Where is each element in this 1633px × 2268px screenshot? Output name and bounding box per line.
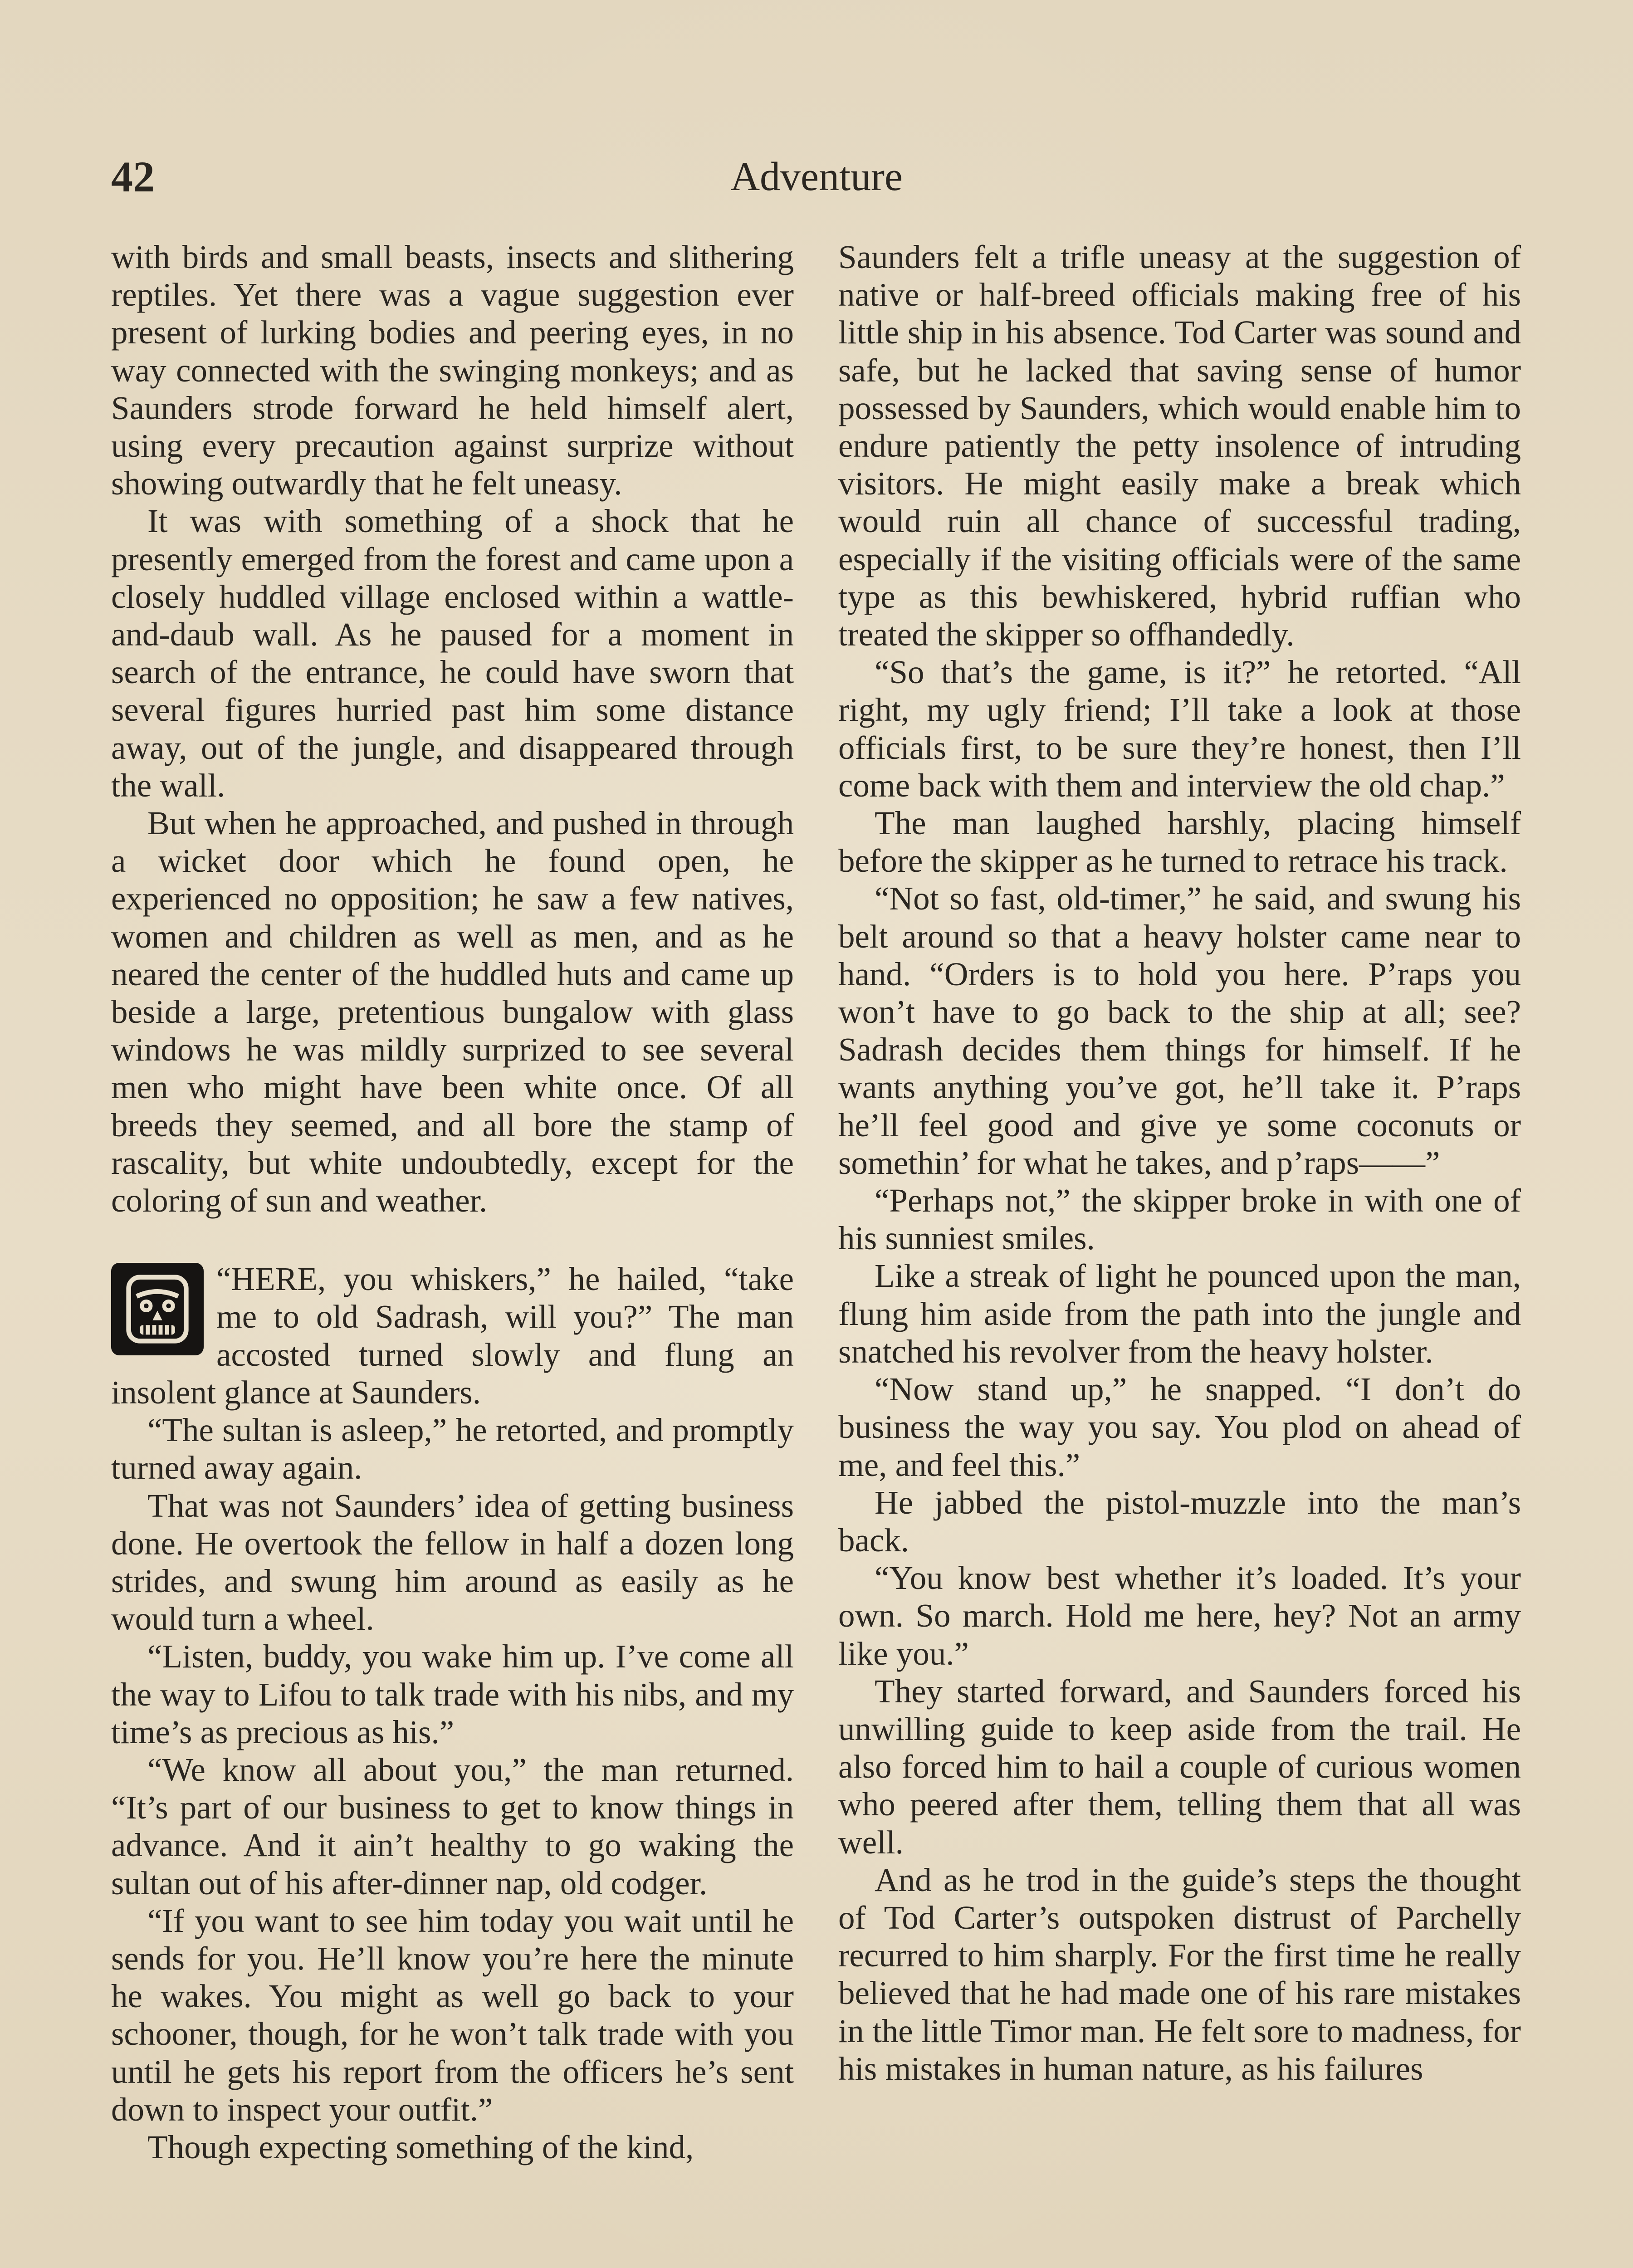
section-break-block [111,1260,794,2166]
paragraph: “So that’s the game, is it?” he retorted. “All right, my ugly friend; I’ll take a look at those officials first, to be sure they’re honest, then I’ll come back with them and interview the old chap.” [838,654,1521,804]
paragraph: He jabbed the pistol-muzzle into the man’s back. [838,1484,1521,1559]
paragraph: And as he trod in the guide’s steps the thought of Tod Carter’s outspoken distrust of Parchelly recurred to him sharply. For the first time he really believed that he had made one of his rare mistakes in the little Timor man. He felt sore to madness, for his mistakes in human nature, as his failures [838,1861,1521,2087]
paragraph: “You know best whether it’s loaded. It’s your own. So march. Hold me here, hey? Not an army like you.” [838,1559,1521,1672]
paragraph: “Perhaps not,” the skipper broke in with one of his sunniest smiles. [838,1182,1521,1257]
paragraph: Though expecting something of the kind, [147,2128,694,2165]
paragraph: Saunders felt a trifle uneasy at the suggestion of native or half-breed officials making free of his little ship in his absence. Tod Carter was sound and safe, but he lacked that saving sense of humor possessed by Saunders, which would enable him to endure patiently the petty insolence of intruding visitors. He might easily make a break which would ruin all chance of successful trading, especially if the visiting officials were of the same type as this bewhiskered, hybrid ruffian who treated the skipper so offhandedly. [838,239,1521,653]
paragraph: But when he approached, and pushed in through a wicket door which he found open, he experienced no opposition; he saw a few natives, women and children as well as men, and as he neared the center of the huddled huts and came up beside a large, pretentious bungalow with glass windows he was mildly surprized to see several men who might have been white once. Of all breeds they seemed, and all bore the stamp of rascality, but white undoubtedly, except for the coloring of sun and weather. [111,805,794,1219]
paragraph: “If you want to see him today you wait until he sends for you. He’ll know you’re here the minute he wakes. You might as well go back to your schooner, though, for he won’t talk trade with you until he gets his report from the officers he’s sent down to inspect your outfit.” [111,1902,794,2128]
paragraph: Like a streak of light he pounced upon the man, flung him aside from the path into the jungle and snatched his revolver from the heavy holster. [838,1257,1521,1370]
right-column [838,238,1521,2087]
running-title: Adventure [730,154,903,199]
paragraph: “The sultan is asleep,” he retorted, and promptly turned away again. [111,1412,794,1486]
paragraph: “Now stand up,” he snapped. “I don’t do business the way you say. You plod on ahead of me, and feel this.” [838,1371,1521,1483]
paragraph: with birds and small beasts, insects and slithering reptiles. Yet there was a vague suggestion ever present of lurking bodies and peering eyes, in no way connected with the swinging monkeys; and as Saunders strode forward he held himself alert, using every precaution against surprize without showing outwardly that he felt uneasy. [111,239,794,502]
paragraph: They started forward, and Saunders forced his unwilling guide to keep aside from the trail. He also forced him to hail a couple of curious women who peered after them, telling them that all was well. [838,1672,1521,1861]
left-column [111,238,794,2166]
paragraph: The man laughed harshly, placing himself before the skipper as he turned to retrace his track. [838,805,1521,880]
page-number: 42 [111,152,155,201]
paragraph: It was with something of a shock that he presently emerged from the forest and came upon a closely huddled village enclosed within a wattle-and-daub wall. As he paused for a moment in search of the entrance, he could have sworn that several figures hurried past him some distance away, out of the jungle, and disappeared through the wall. [111,503,794,804]
paragraph: “Not so fast, old-timer,” he said, and swung his belt around so that a heavy holster came near to hand. “Orders is to hold you here. P’raps you won’t have to go back to the ship at all; see? Sadrash decides them things for himself. If he wants anything you’ve got, he’ll take it. P’raps he’ll feel good and give ye some coconuts or somethin’ for what he takes, and p’raps——” [838,880,1521,1181]
tribal-mask-icon [111,1263,204,1355]
paragraph: “HERE, you whiskers,” he hailed, “take me to old Sadrash, will you?” The man accosted turned slowly and flung an insolent glance at Saunders. [111,1261,794,1411]
paragraph: That was not Saunders’ idea of getting business done. He overtook the fellow in half a dozen long strides, and swung him around as easily as he would turn a wheel. [111,1487,794,1637]
paragraph: “We know all about you,” the man returned. “It’s part of our business to get to know things in advance. And it ain’t healthy to go waking the sultan out of his after-dinner nap, old codger. [111,1751,794,1901]
page-header [111,145,1522,209]
paragraph: “Listen, buddy, you wake him up. I’ve come all the way to Lifou to talk trade with his nibs, and my time’s as precious as his.” [111,1638,794,1750]
